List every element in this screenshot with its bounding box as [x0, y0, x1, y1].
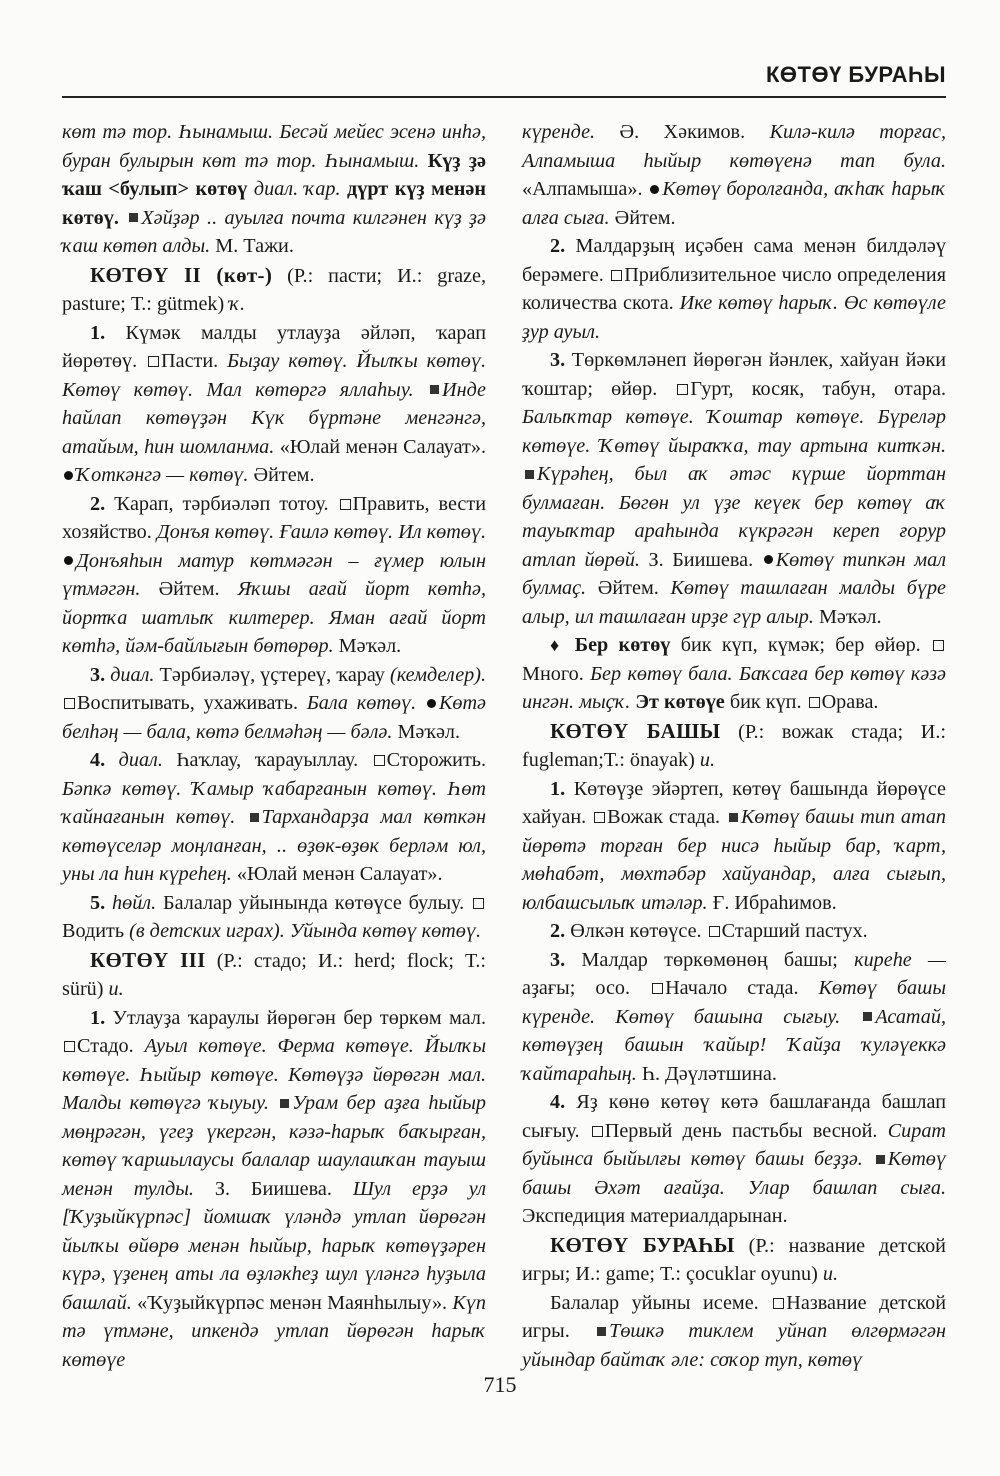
translation-marker-icon [148, 356, 159, 367]
sense-4-leader: 4. Яҙ көнө көтөү көтә башлағанда башлап сығыу. Первый день пастьбы весной. Сират буйынса быйылғы көтөү башы беҙҙә. Көтөү башы Әхәт ағайҙа. Улар башлап сыға. Экспедиция материалдарынан. [522, 1091, 947, 1227]
translation-marker-icon [933, 640, 944, 651]
entry-continuation: көт тә тор. Һынамыш. Бесәй мейес эсенә инһә, буран булырын көт тә тор. Һынамыш. Күҙ ҙә ҡаш <булып> көтөү диал. ҡар. дүрт күҙ менән көтөү. Хәйҙәр .. ауылға почта килгәнен күҙ ҙә ҡаш көтөп алды. М. Тажи. [62, 121, 486, 257]
translation-marker-icon [709, 926, 720, 937]
proverb-marker-icon [64, 556, 73, 565]
translation-marker-icon [340, 499, 351, 510]
citation-marker-icon [280, 1099, 289, 1108]
proverb-marker-icon [427, 699, 436, 708]
sense-2: 2. Ҡарап, тәрбиәләп тотоу. Править, вести хозяйство. Донъя көтөү. Ғаилә көтөү. Ил көтөү. Донъяһын матур көтмәгән – ғүмер юлын үтмәгән. Әйтем. Яҡшы ағай йорт көтһә, йортҡа шатлыҡ килтерер. Яман ағай йорт көтһә, йәм-байлығын бөтөрөр. Мәҡәл. [62, 492, 487, 657]
entry-continuation: күренде. Ә. Хәкимов. Килә-килә торғас, Алпамыша һыйыр көтөүенә тап була. «Алпамыша». Көтөү боролғанда, аҡһаҡ һарыҡ алға сыға. Әйтем. [522, 121, 947, 229]
headword-kotou-3: КӨТӨҮ III (Р.: стадо; И.: herd; flock; Т.: sürü) и. [62, 947, 487, 1000]
translation-marker-icon [374, 755, 385, 766]
running-header [62, 60, 946, 98]
page-number: 715 [483, 1372, 517, 1397]
citation-marker-icon [876, 1155, 885, 1164]
translation-marker-icon [64, 698, 75, 709]
translation-marker-icon [611, 270, 622, 281]
citation-marker-icon [250, 813, 259, 822]
sense-5: 5. һөйл. Балалар уйынында көтөүсе булыу. Водить (в детских играх). Уйында көтөү көтөү. [62, 889, 486, 946]
translation-marker-icon [773, 1298, 784, 1309]
headword-kotou-2: КӨТӨҮ II (көт-) (Р.: пасти; И.: graze, pasture; Т.: gütmek) ҡ. [62, 262, 487, 315]
sense-game: Балалар уйыны исеме. Название детской игры. Төшкә тиклем уйнап өлгөрмәгән уйындар байтаҡ әле: соҡор туп, көтөү [522, 1291, 947, 1371]
translation-marker-icon [594, 812, 605, 823]
translation-marker-icon [652, 983, 663, 994]
citation-marker-icon [525, 470, 534, 479]
translation-marker-icon [473, 898, 484, 909]
sense-1-herd: 1. Утлауҙа ҡараулы йөрөгән бер төркөм мал. Стадо. Ауыл көтөүе. Ферма көтөүе. Йылҡы көтөүе. Һыйыр көтөүе. Көтөүҙә йөрөгән мал. Малды көтөүгә ҡыуыу. Урам бер аҙға һыйыр мөңрәгән, үгеҙ үкергән, кәзә-һарыҡ баҡырған, көтөү ҡаршылаусы балалар шаулашҡан тауыш менән тулды. З. Биишева. Шул ерҙә ул [Ҡуҙыйкүрпәс] йомшаҡ үләндә утлап йөрөгән йылҡы өйөрө менән һыйыр, һарыҡ көтөүҙәрен күрә, үҙенең аты ла өҙләкһеҙ шул үләнгә һуҙыла башлай. «Ҡуҙыйкүрпәс менән Маянһылыу». Күп тә үтмәне, ипкендә утлап йөрөгән һарыҡ көтөүе [62, 1006, 487, 1371]
translation-marker-icon [677, 384, 688, 395]
proverb-marker-icon [650, 185, 659, 194]
sense-2-leader: 2. Өлкән көтөүсе. Старший пастух. [550, 920, 868, 942]
right-column [522, 118, 946, 1374]
diamond-icon: ♦ [550, 635, 565, 655]
translation-marker-icon [64, 1041, 75, 1052]
citation-marker-icon [863, 1012, 872, 1021]
running-head-title: КӨТӨҮ БУРАҺЫ [765, 62, 946, 87]
proverb-marker-icon [64, 471, 73, 480]
left-column [62, 118, 486, 1374]
sense-2-herd: 2. Малдарҙың иҫәбен сама менән билдәләү берәмеге. Приблизительное число определения количества скота. Ике көтөү һарыҡ. Өс көтөүле ҙур ауыл. [522, 235, 946, 343]
sense-4: 4. диал. Һаҡлау, ҡарауыллау. Сторожить. Бәпкә көтөү. Ҡамыр ҡабарғанын көтөү. Һөт ҡайнағанын көтөү. Тархандарҙа мал көткән көтөүселәр моңланған, .. өҙөк-өҙөк берләм юл, уны ла һин күреһең. «Юлай менән Салауат». [62, 749, 487, 885]
citation-marker-icon [430, 385, 439, 394]
sense-3-herd: 3. Төркөмләнеп йөрөгән йәнлек, хайуан йәки ҡоштар; өйөр. Гурт, косяк, табун, отара. Балыҡтар көтөүе. Ҡоштар көтөүе. Бүреләр көтөүе. Ҡөтөү йыраҡҡа, тау артына китҡән. Күрәһең, был аҡ әтәс күрше йорттан булмаған. Бөгөн ул үҙе кеүек бер көтөү аҡ тауыҡтар араһында күкрәгән кереп ғорур атлап йөрөй. З. Биишева. Көтөү типкән мал булмаҫ. Әйтем. Көтөү ташлаған малды бүре алыр, ил ташлаған ирҙе гүр алыр. Мәҡәл. [522, 349, 947, 628]
sense-3: 3. диал. Тәрбиәләү, үҫтереү, ҡарау (кемделер). Воспитывать, ухаживать. Бала көтөү. Көтә белһәң — бала, көтә белмәһәң — бәлә. Мәҡәл. [62, 663, 487, 743]
sense-1: 1. Күмәк малды утлауҙа әйләп, ҡарап йөрөтөү. Пасти. Быҙау көтөү. Йылҡы көтөү. Көтөү көтөү. Мал көтөргә яллаһыу. Инде һайлап көтөүҙән Күк бүртәне менгәнгә, атайым, һин шомланма. «Юлай менән Салауат». Ҡоткәнгә — көтөү. Әйтем. [62, 321, 487, 486]
citation-marker-icon [597, 1327, 606, 1336]
citation-marker-icon [129, 213, 138, 222]
sense-1-leader: 1. Көтөүҙе эйәртеп, көтөү башында йөрөүсе хайуан. Вожак стада. Көтөү башы тип атап йөрөтә торған бер нисә һыйыр бар, ҡарт, мөһабәт, мөхтәбәр хайуандар, алға сығып, юлбашсылыҡ итәләр. Ғ. Ибраһимов. [522, 777, 947, 914]
phrase-block: ♦ Бер көтөү бик күп, күмәк; бер өйөр. Много. Бер көтөү бала. Баҡсаға бер көтөү кәзә ингән. мыҫҡ. Эт көтөүе бик күп. Орава. [522, 634, 946, 713]
sense-3-leader: 3. Малдар төркөмөнөң башы; киреһе — аҙағы; осо. Начало стада. Көтөү башы күренде. Көтөү башына сығыу. Асатай, көтөүҙең башын ҡайыр! Ҡайҙа ҡуләүеккә ҡайтараһың. Һ. Дәүләтшина. [522, 948, 946, 1085]
translation-marker-icon [592, 1126, 603, 1137]
headword-kotou-bashy: КӨТӨҮ БАШЫ (Р.: вожак стада; И.: fugleman;Т.: önayak) и. [522, 718, 946, 771]
proverb-marker-icon [764, 555, 773, 564]
translation-marker-icon [809, 697, 820, 708]
headword-kotou-burahy: КӨТӨҮ БУРАҺЫ (Р.: название детской игры; И.: game; Т.: çocuklar oyunu) и. [522, 1232, 946, 1285]
citation-marker-icon [729, 813, 738, 822]
